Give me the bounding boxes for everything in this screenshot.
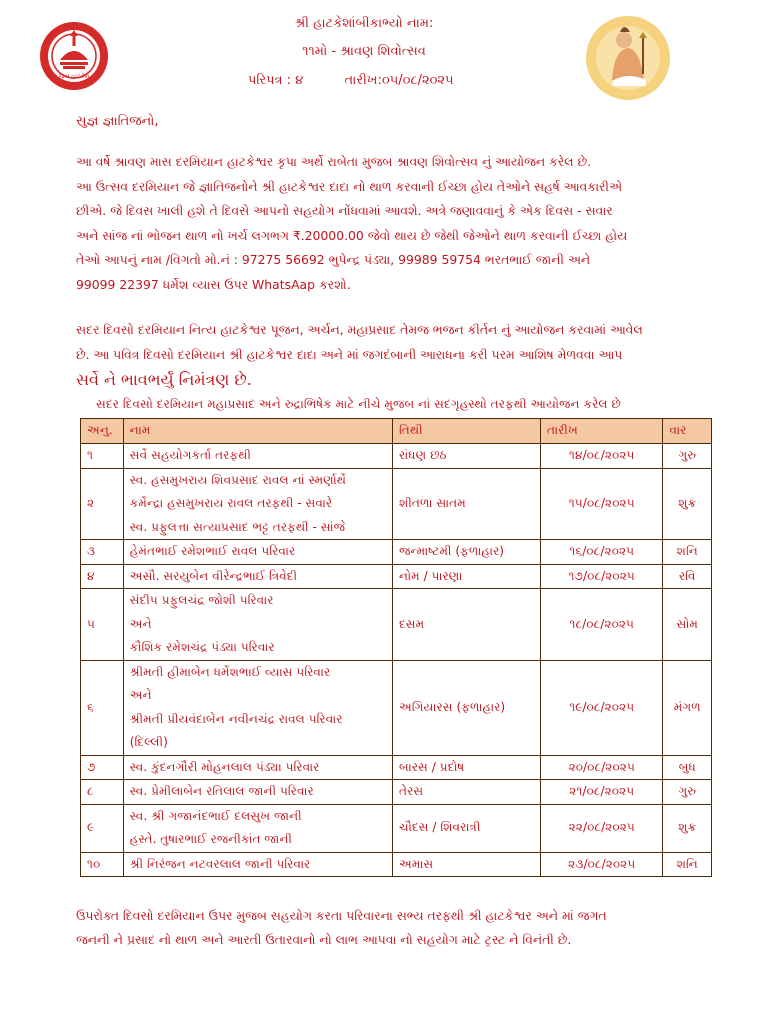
cell-day: સોમ [663,589,712,661]
cell-day: મંગળ [663,660,712,755]
cell-date: ૨૩/૦૮/૨૦૨૫ [541,852,663,877]
cell-serial: ૨ [81,468,124,540]
cell-name [123,564,392,589]
table-row [81,780,712,805]
cell-tithi: તેરસ [392,780,540,805]
svg-text:જય હાટકેશ: જય હાટકેશ [58,73,90,80]
cell-serial: ૮ [81,780,124,805]
invitation-line: સર્વે ને ભાવભર્યું નિમંત્રણ છે. [76,370,252,390]
header-tithi: તિથી [392,419,540,444]
cell-day: શુક્ર [663,804,712,852]
paragraph-line: તેઓ આપનું નામ /વિગતો મો.નં : 97275 56692 ભુપેન્દ્ર પંડ્યા, 99989 59754 ભરતભાઈ જાની અને [76,252,591,268]
cell-serial: ૯ [81,804,124,852]
cell-serial: ૧ [81,444,124,469]
header-circular-date: પરિપત્ર : ૪ તારીખ:૦૫/૦૮/૨૦૨૫ [248,73,454,88]
name-line: સ્વ. પ્રેમીલાબેન રતિલાલ જાની પરિવાર [129,784,314,798]
cell-date: ૧૯/૦૮/૨૦૨૫ [541,660,663,755]
table-row [81,852,712,877]
name-line: સર્વે સહયોગકર્તા તરફથી [129,448,252,462]
cell-tithi: શીતળા સાતમ [392,468,540,540]
cell-day: શનિ [663,852,712,877]
cell-tithi: જન્માષ્ટમી (ફળાહાર) [392,540,540,565]
cell-date: ૧૮/૦૮/૨૦૨૫ [541,589,663,661]
cell-serial: ૩ [81,540,124,565]
cell-date: ૧૬/૦૮/૨૦૨૫ [541,540,663,565]
table-row [81,444,712,469]
cell-name [123,755,392,780]
name-line: સ્વ. શ્રી ગજાનંદભાઈ દલસુખ જાની [129,808,302,823]
program-paragraph [76,318,716,393]
cell-day: ગુરુ [663,444,712,469]
cell-serial: ૪ [81,564,124,589]
paragraph-line: અને સાંજ નાં ભોજન થાળ નો ખર્ચ લગભગ ₹.20000.00 જેવો થાય છે જેથી જેઓને થાળ કરવાની ઈચ્છા હોય [76,227,628,243]
name-line: હસ્તે. તુષારભાઈ રજનીકાંત જાની [129,832,293,846]
paragraph-line: છીએ. જે દિવસ ખાલી હશે તે દિવસે આપનો સહયોગ નોંધવામાં આવશે. અત્રે જણાવવાનું કે એક દિવસ - સવાર [76,203,613,219]
cell-date: ૧૪/૦૮/૨૦૨૫ [541,444,663,469]
cell-name [123,804,392,852]
paragraph-line: આ વર્ષે શ્રાવણ માસ દરમિયાન હાટકેશ્વર કૃપા અર્થે રાબેતા મુજબ શ્રાવણ શિવોત્સવ નું આયોજન કરેલ છે. [76,154,592,169]
name-line: સ્વ. કુંદનગૌરી મોહનલાલ પંડ્યા પરિવાર [129,759,320,774]
name-line: સ્વ. હસમુખરાય શિવપ્રસાદ રાવલ નાં સ્મર્ણાર્થે [129,472,347,487]
table-intro: સદર દિવસો દરમિયાન મહાપ્રસાદ અને રુદ્રાભિષેક માટે નીચે મુજબ નાં સદગૃહસ્થો તરફથી આયોજન કરેલ છે [96,397,621,411]
cell-date: ૧૭/૦૮/૨૦૨૫ [541,564,663,589]
name-line: કર્મેન્દ્રા હસમુખરાય રાવલ તરફથી - સવારે [129,496,333,510]
cell-serial: ૭ [81,755,124,780]
cell-tithi: ચૌદસ / શિવરાત્રી [392,804,540,852]
name-line: (દિલ્લી) [129,735,168,749]
name-line: કૌશિક રમેશચંદ્ર પંડ્યા પરિવાર [129,640,275,654]
paragraph-line: આ ઉત્સવ દરમિયાન જે જ્ઞાતિજનોને શ્રી હાટકેશ્વર દાદા નો થાળ કરવાની ઈચ્છા હોય તેઓને સહર્ષ આવકારીએ [76,178,623,194]
table-header-row [81,419,712,444]
name-line: શ્રીમતી પ્રીયવંદાબેન નવીનચંદ્ર રાવલ પરિવાર [129,711,343,726]
cell-day: ગુરુ [663,780,712,805]
cell-date: ૨૨/૦૮/૨૦૨૫ [541,804,663,852]
cell-name [123,852,392,877]
cell-name [123,540,392,565]
name-line: સંદીપ પ્રફુલચંદ્ર જોશી પરિવાર [129,593,274,607]
cell-day: બુધ [663,755,712,780]
schedule-table [80,418,712,877]
table-row [81,804,712,852]
cell-day: રવિ [663,564,712,589]
table-row [81,540,712,565]
table-row [81,755,712,780]
name-line: સ્વ. પ્રફુલત્તા સત્યાપ્રસાદ ભટ્ટ તરફથી - સાંજે [129,519,346,534]
header-name: નામ [123,419,392,444]
table-row [81,564,712,589]
table-row [81,660,712,755]
cell-serial: ૧૦ [81,852,124,877]
cell-tithi: બારસ / પ્રદોષ [392,755,540,780]
header-invocation: શ્રી હાટકેશાંબીકાભ્યો નામ: [294,16,434,31]
cell-date: ૨૧/૦૮/૨૦૨૫ [541,780,663,805]
name-line: અને [129,688,152,702]
paragraph-line: છે. આ પવિત્ર દિવસો દરમિયાન શ્રી હાટકેશ્વર દાદા અને માં જગદંબાની આરાધના કરી પરમ આશિષ મેળવવા આપ [76,346,623,362]
cell-tithi: અગિયારસ (ફળાહાર) [392,660,540,755]
name-line: અસૌ. સરયુબેન વીરેન્દ્રભાઈ ત્રિવેદી [129,568,298,583]
header-event-title: ૧૧મો - શ્રાવણ શિવોત્સવ [302,44,426,59]
cell-tithi: દસમ [392,589,540,661]
table-row [81,589,712,661]
cell-day: શુક્ર [663,468,712,540]
cell-name [123,468,392,540]
greeting: સુજ્ઞ જ્ઞાતિજનો, [76,114,159,129]
cell-tithi: અમાસ [392,852,540,877]
closing-paragraph [76,904,716,952]
cell-name [123,780,392,805]
cell-date: ૧૫/૦૮/૨૦૨૫ [541,468,663,540]
name-line: અને [129,616,152,631]
cell-date: ૨૦/૦૮/૨૦૨૫ [541,755,663,780]
header-day: વાર [663,419,712,444]
cell-tithi: નોમ / પારણા [392,564,540,589]
name-line: શ્રી નિરંજન નટવરલાલ જાની પરિવાર [129,856,311,871]
header-serial: અનુ. [81,419,124,444]
name-line: હેમંતભાઈ રમેશભાઈ રાવલ પરિવાર [129,544,296,558]
paragraph-line: જનની ને પ્રસાદ નો થાળ અને આરતી ઉતારવાનો નો લાભ આપવા નો સહયોગ માટે ટ્રસ્ટ ને વિનંતી છે. [76,932,572,947]
cell-day: શનિ [663,540,712,565]
cell-tithi: રાંધણ છઠ [392,444,540,469]
cell-name [123,444,392,469]
name-line: શ્રીમતી હીમાબેન ધર્મેશભાઈ વ્યાસ પરિવાર [129,664,331,679]
cell-serial: ૫ [81,589,124,661]
paragraph-line: સદર દિવસો દરમિયાન નિત્ય હાટકેશ્વર પૂજન, અર્ચન, મહાપ્રસાદ તેમજ ભજન કીર્તન નું આયોજન કરવામાં આવેલ [76,322,643,337]
cell-name [123,660,392,755]
table-row [81,468,712,540]
cell-name [123,589,392,661]
paragraph-line: ઉપરોક્ત દિવસો દરમિયાન ઉપર મુજબ સહયોગ કરતા પરિવારના સભ્ય તરફથી શ્રી હાટકેશ્વર અને માં જગત [76,908,607,923]
cell-serial: ૬ [81,660,124,755]
announcement-paragraph [76,150,716,298]
paragraph-line: 99099 22397 ધર્મેશ વ્યાસ ઉપર WhatsAap કરશો. [76,276,351,292]
header-date: તારીખ [541,419,663,444]
